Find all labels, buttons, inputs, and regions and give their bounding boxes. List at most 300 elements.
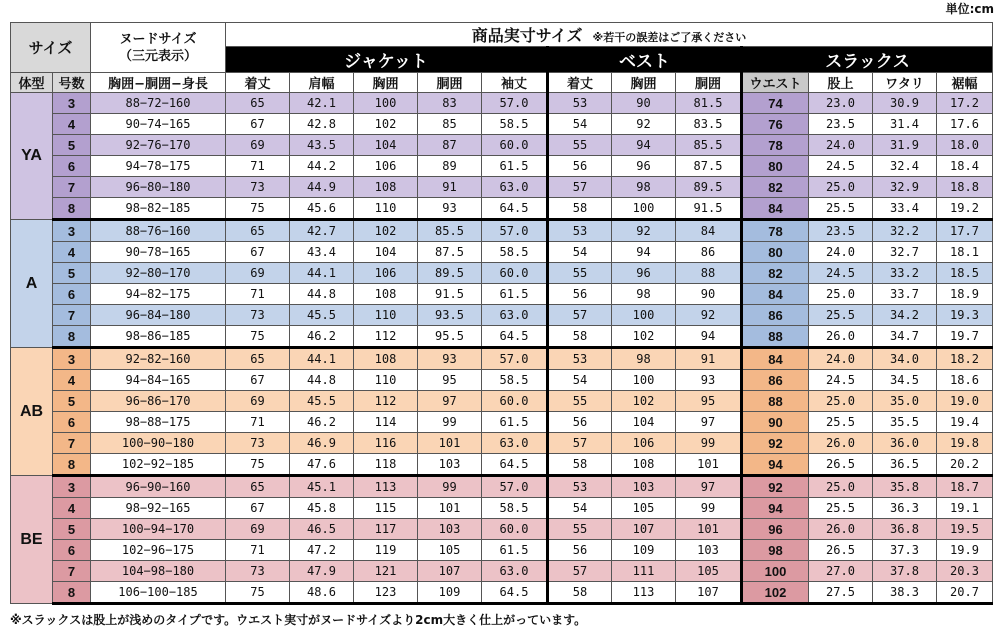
col-nude: 胸囲−胴囲−身長 [91,73,226,93]
vest-cell: 55 [548,135,612,156]
vest-cell: 94 [612,242,676,263]
vest-cell: 53 [548,476,612,498]
slacks-cell: 32.4 [873,156,937,177]
slacks-cell: 26.5 [809,540,873,561]
jacket-cell: 46.9 [290,433,354,454]
jacket-cell: 91 [418,177,482,198]
slacks-cell: 23.5 [809,220,873,242]
table-row [11,561,993,582]
jacket-cell: 85.5 [418,220,482,242]
slacks-cell: 32.2 [873,220,937,242]
slacks-cell: 23.5 [809,114,873,135]
slacks-cell: 24.5 [809,263,873,284]
slacks-waist-cell: 76 [742,114,809,135]
table-row [11,498,993,519]
table-row [11,135,993,156]
jacket-cell: 108 [354,284,418,305]
table-row [11,370,993,391]
jacket-cell: 69 [226,519,290,540]
jacket-cell: 104 [354,135,418,156]
slacks-cell: 24.5 [809,156,873,177]
size-number-cell: 5 [53,519,91,540]
table-row [11,391,993,412]
vest-cell: 58 [548,582,612,604]
slacks-waist-cell: 100 [742,561,809,582]
vest-cell: 54 [548,370,612,391]
slacks-cell: 25.5 [809,412,873,433]
nude-size-cell: 94−82−175 [91,284,226,305]
vest-cell: 106 [612,433,676,454]
slacks-cell: 18.6 [937,370,993,391]
vest-cell: 109 [612,540,676,561]
jacket-cell: 58.5 [482,114,548,135]
col-slacks-rise: 股上 [809,73,873,93]
vest-cell: 100 [612,305,676,326]
jacket-header: ジャケット [226,47,548,73]
size-number-cell: 8 [53,198,91,220]
jacket-cell: 64.5 [482,454,548,476]
vest-cell: 98 [612,348,676,370]
jacket-cell: 45.6 [290,198,354,220]
slacks-cell: 23.0 [809,93,873,114]
jacket-cell: 103 [418,519,482,540]
table-row [11,454,993,476]
vest-cell: 56 [548,412,612,433]
vest-cell: 56 [548,156,612,177]
size-number-cell: 7 [53,561,91,582]
jacket-cell: 116 [354,433,418,454]
slacks-cell: 25.5 [809,498,873,519]
jacket-cell: 42.8 [290,114,354,135]
size-number-cell: 6 [53,540,91,561]
jacket-cell: 43.5 [290,135,354,156]
slacks-cell: 25.0 [809,284,873,305]
jacket-cell: 93 [418,348,482,370]
slacks-cell: 34.7 [873,326,937,348]
jacket-cell: 87 [418,135,482,156]
slacks-cell: 20.3 [937,561,993,582]
slacks-cell: 32.7 [873,242,937,263]
slacks-cell: 25.0 [809,177,873,198]
slacks-cell: 25.5 [809,305,873,326]
vest-cell: 58 [548,198,612,220]
slacks-cell: 18.5 [937,263,993,284]
size-number-cell: 4 [53,498,91,519]
vest-cell: 90 [676,284,742,305]
vest-cell: 104 [612,412,676,433]
nude-size-cell: 90−74−165 [91,114,226,135]
vest-cell: 53 [548,220,612,242]
jacket-cell: 87.5 [418,242,482,263]
size-number-cell: 4 [53,242,91,263]
jacket-cell: 73 [226,305,290,326]
vest-cell: 53 [548,93,612,114]
jacket-cell: 69 [226,391,290,412]
slacks-waist-cell: 92 [742,476,809,498]
jacket-cell: 103 [418,454,482,476]
jacket-cell: 64.5 [482,198,548,220]
nude-size-cell: 94−84−165 [91,370,226,391]
col-slacks-hem: 裾幅 [937,73,993,93]
slacks-cell: 34.2 [873,305,937,326]
jacket-cell: 46.5 [290,519,354,540]
jacket-cell: 112 [354,326,418,348]
jacket-cell: 93.5 [418,305,482,326]
jacket-cell: 112 [354,391,418,412]
nude-size-cell: 102−96−175 [91,540,226,561]
nude-size-cell: 100−90−180 [91,433,226,454]
product-size-title: 商品実寸サイズ [471,26,583,45]
jacket-cell: 58.5 [482,242,548,263]
jacket-cell: 45.1 [290,476,354,498]
jacket-cell: 89.5 [418,263,482,284]
jacket-cell: 67 [226,242,290,263]
body-type-cell: A [11,220,53,348]
jacket-cell: 67 [226,114,290,135]
table-body [11,93,993,604]
vest-cell: 53 [548,348,612,370]
jacket-cell: 123 [354,582,418,604]
slacks-waist-cell: 94 [742,454,809,476]
unit-label: 単位:cm [945,2,994,16]
vest-cell: 101 [676,519,742,540]
col-slacks-thigh: ワタリ [873,73,937,93]
col-jacket-shoulder: 肩幅 [290,73,354,93]
vest-cell: 102 [612,326,676,348]
size-number-cell: 8 [53,454,91,476]
slacks-cell: 26.0 [809,433,873,454]
jacket-cell: 106 [354,156,418,177]
slacks-waist-cell: 92 [742,433,809,454]
vest-cell: 102 [612,391,676,412]
size-number-cell: 5 [53,263,91,284]
jacket-cell: 42.7 [290,220,354,242]
slacks-cell: 31.9 [873,135,937,156]
slacks-cell: 24.0 [809,348,873,370]
table-header [11,23,993,93]
slacks-cell: 19.3 [937,305,993,326]
jacket-cell: 89 [418,156,482,177]
slacks-cell: 19.9 [937,540,993,561]
vest-cell: 103 [612,476,676,498]
vest-cell: 99 [676,498,742,519]
slacks-cell: 25.0 [809,391,873,412]
vest-cell: 90 [612,93,676,114]
size-number-cell: 4 [53,114,91,135]
slacks-cell: 33.7 [873,284,937,305]
jacket-cell: 69 [226,135,290,156]
slacks-waist-cell: 84 [742,348,809,370]
slacks-cell: 20.7 [937,582,993,604]
vest-cell: 54 [548,114,612,135]
size-number-cell: 6 [53,412,91,433]
jacket-cell: 99 [418,412,482,433]
slacks-cell: 37.8 [873,561,937,582]
jacket-cell: 71 [226,412,290,433]
col-jacket-chest: 胸囲 [354,73,418,93]
jacket-cell: 57.0 [482,348,548,370]
slacks-cell: 25.0 [809,476,873,498]
jacket-cell: 102 [354,114,418,135]
vest-cell: 95 [676,391,742,412]
vest-cell: 85.5 [676,135,742,156]
slacks-waist-cell: 86 [742,305,809,326]
size-number-cell: 3 [53,348,91,370]
vest-cell: 107 [612,519,676,540]
jacket-cell: 65 [226,93,290,114]
slacks-cell: 27.5 [809,582,873,604]
jacket-cell: 63.0 [482,561,548,582]
nude-size-cell: 92−80−170 [91,263,226,284]
vest-cell: 97 [676,412,742,433]
jacket-cell: 60.0 [482,263,548,284]
jacket-cell: 44.2 [290,156,354,177]
jacket-cell: 99 [418,476,482,498]
jacket-cell: 47.9 [290,561,354,582]
jacket-cell: 67 [226,498,290,519]
slacks-waist-cell: 96 [742,519,809,540]
jacket-cell: 64.5 [482,326,548,348]
nude-size-sub: （三元表示） [118,48,197,64]
size-chart-table [10,22,993,605]
nude-size-cell: 92−82−160 [91,348,226,370]
slacks-cell: 32.9 [873,177,937,198]
col-vest-length: 着丈 [548,73,612,93]
nude-size-cell: 98−86−185 [91,326,226,348]
vest-cell: 98 [612,177,676,198]
table-row [11,305,993,326]
table-row [11,412,993,433]
jacket-cell: 58.5 [482,498,548,519]
jacket-cell: 61.5 [482,156,548,177]
col-slacks-waist: ウエスト [742,73,809,93]
size-number-cell: 5 [53,135,91,156]
vest-cell: 58 [548,454,612,476]
jacket-cell: 60.0 [482,135,548,156]
jacket-cell: 114 [354,412,418,433]
nude-size-cell: 96−84−180 [91,305,226,326]
jacket-cell: 73 [226,561,290,582]
jacket-cell: 63.0 [482,305,548,326]
jacket-cell: 97 [418,391,482,412]
size-number-cell: 5 [53,391,91,412]
size-number-cell: 3 [53,220,91,242]
vest-cell: 57 [548,561,612,582]
slacks-cell: 18.4 [937,156,993,177]
slacks-cell: 33.4 [873,198,937,220]
jacket-cell: 65 [226,476,290,498]
slacks-cell: 17.7 [937,220,993,242]
nude-size-cell: 106−100−185 [91,582,226,604]
slacks-cell: 36.5 [873,454,937,476]
nude-size-cell: 104−98−180 [91,561,226,582]
jacket-cell: 104 [354,242,418,263]
vest-cell: 101 [676,454,742,476]
jacket-cell: 67 [226,370,290,391]
jacket-cell: 58.5 [482,370,548,391]
vest-cell: 105 [612,498,676,519]
slacks-cell: 30.9 [873,93,937,114]
size-number-cell: 3 [53,93,91,114]
table-row [11,433,993,454]
jacket-cell: 63.0 [482,433,548,454]
vest-cell: 57 [548,305,612,326]
slacks-cell: 18.0 [937,135,993,156]
slacks-cell: 38.3 [873,582,937,604]
size-header: サイズ [11,23,91,73]
slacks-cell: 25.5 [809,198,873,220]
jacket-cell: 113 [354,476,418,498]
slacks-cell: 18.8 [937,177,993,198]
jacket-cell: 75 [226,454,290,476]
slacks-cell: 19.4 [937,412,993,433]
table-row [11,476,993,498]
vest-cell: 103 [676,540,742,561]
product-size-note: ※若干の誤差はご了承ください [592,31,747,44]
vest-cell: 91 [676,348,742,370]
slacks-waist-cell: 86 [742,370,809,391]
jacket-cell: 44.8 [290,370,354,391]
nude-size-cell: 90−78−165 [91,242,226,263]
slacks-waist-cell: 102 [742,582,809,604]
vest-cell: 113 [612,582,676,604]
slacks-cell: 17.6 [937,114,993,135]
vest-cell: 92 [612,114,676,135]
slacks-waist-cell: 88 [742,391,809,412]
size-number-cell: 8 [53,326,91,348]
jacket-cell: 108 [354,177,418,198]
slacks-cell: 18.1 [937,242,993,263]
jacket-cell: 107 [418,561,482,582]
table-row [11,177,993,198]
jacket-cell: 44.1 [290,263,354,284]
slacks-cell: 35.8 [873,476,937,498]
slacks-cell: 27.0 [809,561,873,582]
vest-cell: 99 [676,433,742,454]
jacket-cell: 46.2 [290,326,354,348]
slacks-cell: 35.5 [873,412,937,433]
vest-cell: 89.5 [676,177,742,198]
jacket-cell: 101 [418,433,482,454]
slacks-cell: 18.7 [937,476,993,498]
vest-cell: 91.5 [676,198,742,220]
vest-cell: 55 [548,263,612,284]
jacket-cell: 57.0 [482,476,548,498]
jacket-cell: 44.9 [290,177,354,198]
slacks-waist-cell: 84 [742,198,809,220]
jacket-cell: 44.8 [290,284,354,305]
vest-cell: 84 [676,220,742,242]
nude-size-cell: 98−92−165 [91,498,226,519]
size-number-cell: 6 [53,284,91,305]
col-jacket-length: 着丈 [226,73,290,93]
jacket-cell: 45.8 [290,498,354,519]
jacket-cell: 71 [226,540,290,561]
jacket-cell: 93 [418,198,482,220]
vest-cell: 87.5 [676,156,742,177]
slacks-cell: 19.1 [937,498,993,519]
jacket-cell: 109 [418,582,482,604]
jacket-cell: 110 [354,370,418,391]
slacks-cell: 18.9 [937,284,993,305]
table-row [11,198,993,220]
slacks-cell: 19.2 [937,198,993,220]
col-number: 号数 [53,73,91,93]
slacks-cell: 17.2 [937,93,993,114]
slacks-cell: 36.0 [873,433,937,454]
vest-cell: 98 [612,284,676,305]
jacket-cell: 105 [418,540,482,561]
vest-cell: 54 [548,242,612,263]
slacks-cell: 19.7 [937,326,993,348]
footnote: ※スラックスは股上が浅めのタイプです。ウエスト実寸がヌードサイズより2cm大きく仕上がっています。 [10,613,587,627]
slacks-cell: 19.8 [937,433,993,454]
jacket-cell: 65 [226,348,290,370]
jacket-cell: 57.0 [482,220,548,242]
slacks-cell: 34.0 [873,348,937,370]
jacket-cell: 44.1 [290,348,354,370]
size-number-cell: 6 [53,156,91,177]
slacks-waist-cell: 82 [742,263,809,284]
table-row [11,220,993,242]
nude-size-label: ヌードサイズ [119,31,197,47]
slacks-cell: 26.0 [809,519,873,540]
jacket-cell: 71 [226,156,290,177]
slacks-waist-cell: 90 [742,412,809,433]
slacks-waist-cell: 78 [742,220,809,242]
jacket-cell: 95.5 [418,326,482,348]
table-row [11,114,993,135]
jacket-cell: 106 [354,263,418,284]
vest-cell: 96 [612,263,676,284]
col-vest-waist: 胴囲 [676,73,742,93]
table-row [11,582,993,604]
table-row [11,284,993,305]
size-number-cell: 3 [53,476,91,498]
slacks-cell: 20.2 [937,454,993,476]
size-number-cell: 7 [53,433,91,454]
nude-size-cell: 96−90−160 [91,476,226,498]
slacks-cell: 34.5 [873,370,937,391]
slacks-cell: 31.4 [873,114,937,135]
nude-size-cell: 88−76−160 [91,220,226,242]
vest-cell: 56 [548,284,612,305]
size-number-cell: 8 [53,582,91,604]
slacks-waist-cell: 84 [742,284,809,305]
jacket-cell: 75 [226,582,290,604]
slacks-cell: 36.8 [873,519,937,540]
jacket-cell: 83 [418,93,482,114]
slacks-waist-cell: 80 [742,242,809,263]
jacket-cell: 73 [226,433,290,454]
body-type-cell: YA [11,93,53,220]
vest-cell: 105 [676,561,742,582]
vest-cell: 81.5 [676,93,742,114]
vest-cell: 100 [612,370,676,391]
jacket-cell: 57.0 [482,93,548,114]
vest-cell: 94 [676,326,742,348]
slacks-cell: 24.0 [809,242,873,263]
vest-cell: 55 [548,391,612,412]
jacket-cell: 95 [418,370,482,391]
nude-size-cell: 92−76−170 [91,135,226,156]
jacket-cell: 75 [226,198,290,220]
jacket-cell: 48.6 [290,582,354,604]
col-type: 体型 [11,73,53,93]
slacks-cell: 26.5 [809,454,873,476]
jacket-cell: 91.5 [418,284,482,305]
vest-cell: 57 [548,433,612,454]
